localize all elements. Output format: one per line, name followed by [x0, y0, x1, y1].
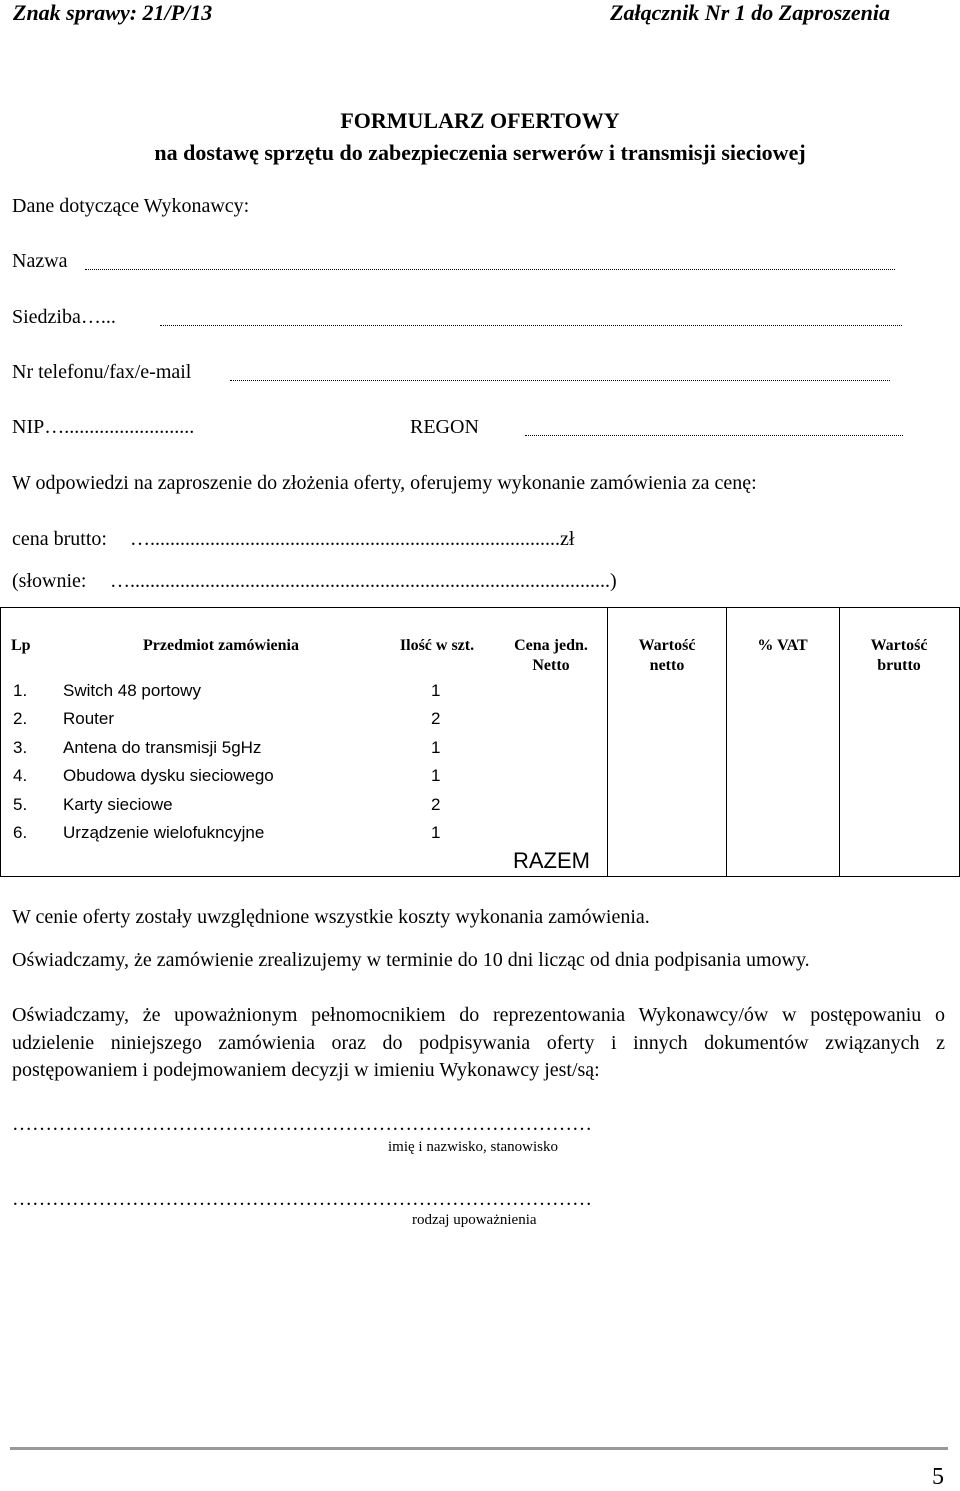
table-top-border [1, 607, 959, 608]
page-number: 5 [932, 1464, 944, 1490]
contractor-regon-label: REGON [410, 416, 479, 438]
row-4-item: Obudowa dysku sieciowego [63, 766, 274, 785]
gross-price-field[interactable]: …..................................................................................zł [130, 528, 575, 550]
row-1-item: Switch 48 portowy [63, 681, 201, 700]
signature-name-caption: imię i nazwisko, stanowisko [388, 1139, 558, 1155]
footer-rule [10, 1447, 948, 1450]
header-item: Przedmiot zamówienia [143, 637, 299, 654]
row-1-lp: 1. [13, 681, 28, 700]
contractor-contact-label: Nr telefonu/fax/e-mail [12, 361, 192, 383]
contractor-regon-field[interactable] [525, 435, 903, 436]
total-label: RAZEM [513, 848, 590, 873]
row-6-lp: 6. [13, 823, 28, 842]
row-2-qty: 2 [431, 709, 441, 728]
gross-price-label: cena brutto: [12, 528, 107, 550]
representative-statement: Oświadczamy, że upoważnionym pełnomocnikiem do reprezentowania Wykonawcy/ów w postępowaniu o udzielenie niniejszego zamówienia oraz do podpisywania oferty i innych dokumentów związanych z postępowaniem i podejmowaniem decyzji w imieniu Wykonawcy jest/są: [12, 1004, 945, 1081]
deadline-statement: Oświadczamy, że zamówienie zrealizujemy w terminie do 10 dni licząc od dnia podpisania umowy. [12, 949, 810, 971]
contractor-heading: Dane dotyczące Wykonawcy: [12, 195, 250, 217]
form-title: FORMULARZ OFERTOWY [340, 108, 620, 133]
row-4-qty: 1 [431, 766, 441, 785]
signature-name-line[interactable]: …………………………………………………………………………… [12, 1113, 592, 1135]
offer-intro: W odpowiedzi na zaproszenie do złożenia oferty, oferujemy wykonanie zamówienia za cenę: [12, 472, 757, 494]
contractor-nip-label: NIP….......................... [12, 416, 195, 438]
row-5-qty: 2 [431, 795, 441, 814]
authorization-caption: rodzaj upoważnienia [412, 1212, 537, 1228]
attachment-label: Załącznik Nr 1 do Zaproszenia [610, 0, 890, 25]
header-lp: Lp [11, 637, 31, 654]
row-2-item: Router [63, 709, 115, 728]
price-in-words-field[interactable]: …................................................................................................) [110, 570, 617, 592]
header-unit-price-line2: Netto [532, 657, 570, 674]
contractor-name-field[interactable] [85, 269, 895, 270]
header-vat: % VAT [757, 637, 808, 654]
case-number: Znak sprawy: 21/P/13 [13, 0, 213, 25]
contractor-seat-field[interactable] [160, 325, 902, 326]
header-gross-value-line1: Wartość [870, 637, 928, 654]
costs-statement: W cenie oferty zostały uwzględnione wszystkie koszty wykonania zamówienia. [12, 906, 650, 928]
header-gross-value-line2: brutto [877, 657, 921, 674]
contractor-contact-field[interactable] [230, 380, 890, 381]
row-5-lp: 5. [13, 795, 28, 814]
contractor-name-label: Nazwa [12, 250, 68, 272]
row-2-lp: 2. [13, 709, 28, 728]
form-subtitle: na dostawę sprzętu do zabezpieczenia serwerów i transmisji sieciowej [154, 140, 806, 165]
header-qty: Ilość w szt. [399, 637, 475, 654]
row-1-qty: 1 [431, 681, 441, 700]
contractor-seat-label: Siedziba…... [12, 306, 116, 328]
row-3-lp: 3. [13, 738, 28, 757]
header-unit-price [501, 636, 601, 676]
offer-table [0, 607, 960, 877]
row-3-item: Antena do transmisji 5gHz [63, 738, 262, 757]
header-net-value-line1: Wartość [638, 637, 696, 654]
header-net-value-line2: netto [649, 657, 685, 674]
header-gross-value [839, 636, 959, 676]
row-5-item: Karty sieciowe [63, 795, 173, 814]
row-6-item: Urządzenie wielofukncyjne [63, 823, 265, 842]
header-unit-price-line1: Cena jedn. [514, 637, 588, 654]
header-net-value [607, 636, 727, 676]
row-6-qty: 1 [431, 823, 441, 842]
row-3-qty: 1 [431, 738, 441, 757]
authorization-line[interactable]: …………………………………………………………………………… [12, 1188, 592, 1210]
price-in-words-label: (słownie: [12, 570, 87, 592]
row-4-lp: 4. [13, 766, 28, 785]
